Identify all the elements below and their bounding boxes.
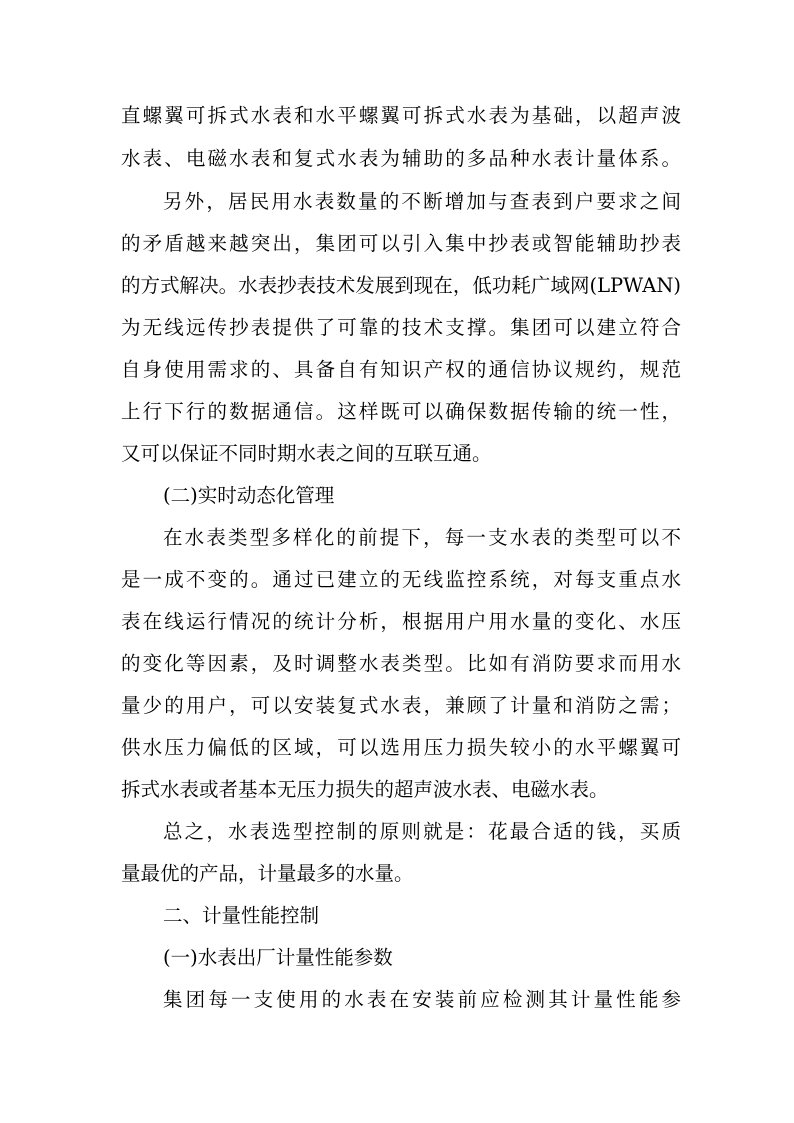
- body-text-line: 的变化等因素，及时调整水表类型。比如有消防要求而用水: [121, 652, 681, 675]
- paragraph-last-line: 拆式水表或者基本无压力损失的超声波水表、电磁水表。: [121, 778, 609, 801]
- body-text-line: 水表、电磁水表和复式水表为辅助的多品种水表计量体系。: [121, 147, 681, 170]
- section-heading: (二)实时动态化管理: [163, 484, 335, 507]
- paragraph-last-line: 量最优的产品，计量最多的水量。: [121, 862, 414, 885]
- body-text-line: 表在线运行情况的统计分析，根据用户用水量的变化、水压: [121, 610, 681, 633]
- body-text-line: 为无线远传抄表提供了可靠的技术支撑。集团可以建立符合: [121, 316, 681, 339]
- paragraph-last-line: 又可以保证不同时期水表之间的互联互通。: [121, 442, 492, 465]
- paragraph-first-line: 总之，水表选型控制的原则就是：花最合适的钱，买质: [163, 820, 681, 843]
- paragraph-first-line: 集团每一支使用的水表在安装前应检测其计量性能参: [163, 988, 681, 1011]
- body-text-line: 的矛盾越来越突出，集团可以引入集中抄表或智能辅助抄表: [121, 232, 681, 255]
- subsection-heading: (一)水表出厂计量性能参数: [163, 946, 393, 969]
- body-text-line: 是一成不变的。通过已建立的无线监控系统，对每支重点水: [121, 568, 681, 591]
- body-text-line: 直螺翼可拆式水表和水平螺翼可拆式水表为基础，以超声波: [121, 104, 681, 127]
- paragraph-first-line: 在水表类型多样化的前提下，每一支水表的类型可以不: [163, 526, 681, 549]
- body-text-line: 的方式解决。水表抄表技术发展到现在，低功耗广域网(LPWAN): [121, 274, 681, 297]
- body-text-line: 量少的用户，可以安装复式水表，兼顾了计量和消防之需；: [121, 694, 681, 717]
- body-text-line: 自身使用需求的、具备自有知识产权的通信协议规约，规范: [121, 358, 681, 381]
- body-text-line: 供水压力偏低的区域，可以选用压力损失较小的水平螺翼可: [121, 736, 681, 759]
- section-heading: 二、计量性能控制: [163, 904, 320, 927]
- body-text-line: 上行下行的数据通信。这样既可以确保数据传输的统一性，: [121, 400, 681, 423]
- paragraph-first-line: 另外，居民用水表数量的不断增加与查表到户要求之间: [163, 190, 681, 213]
